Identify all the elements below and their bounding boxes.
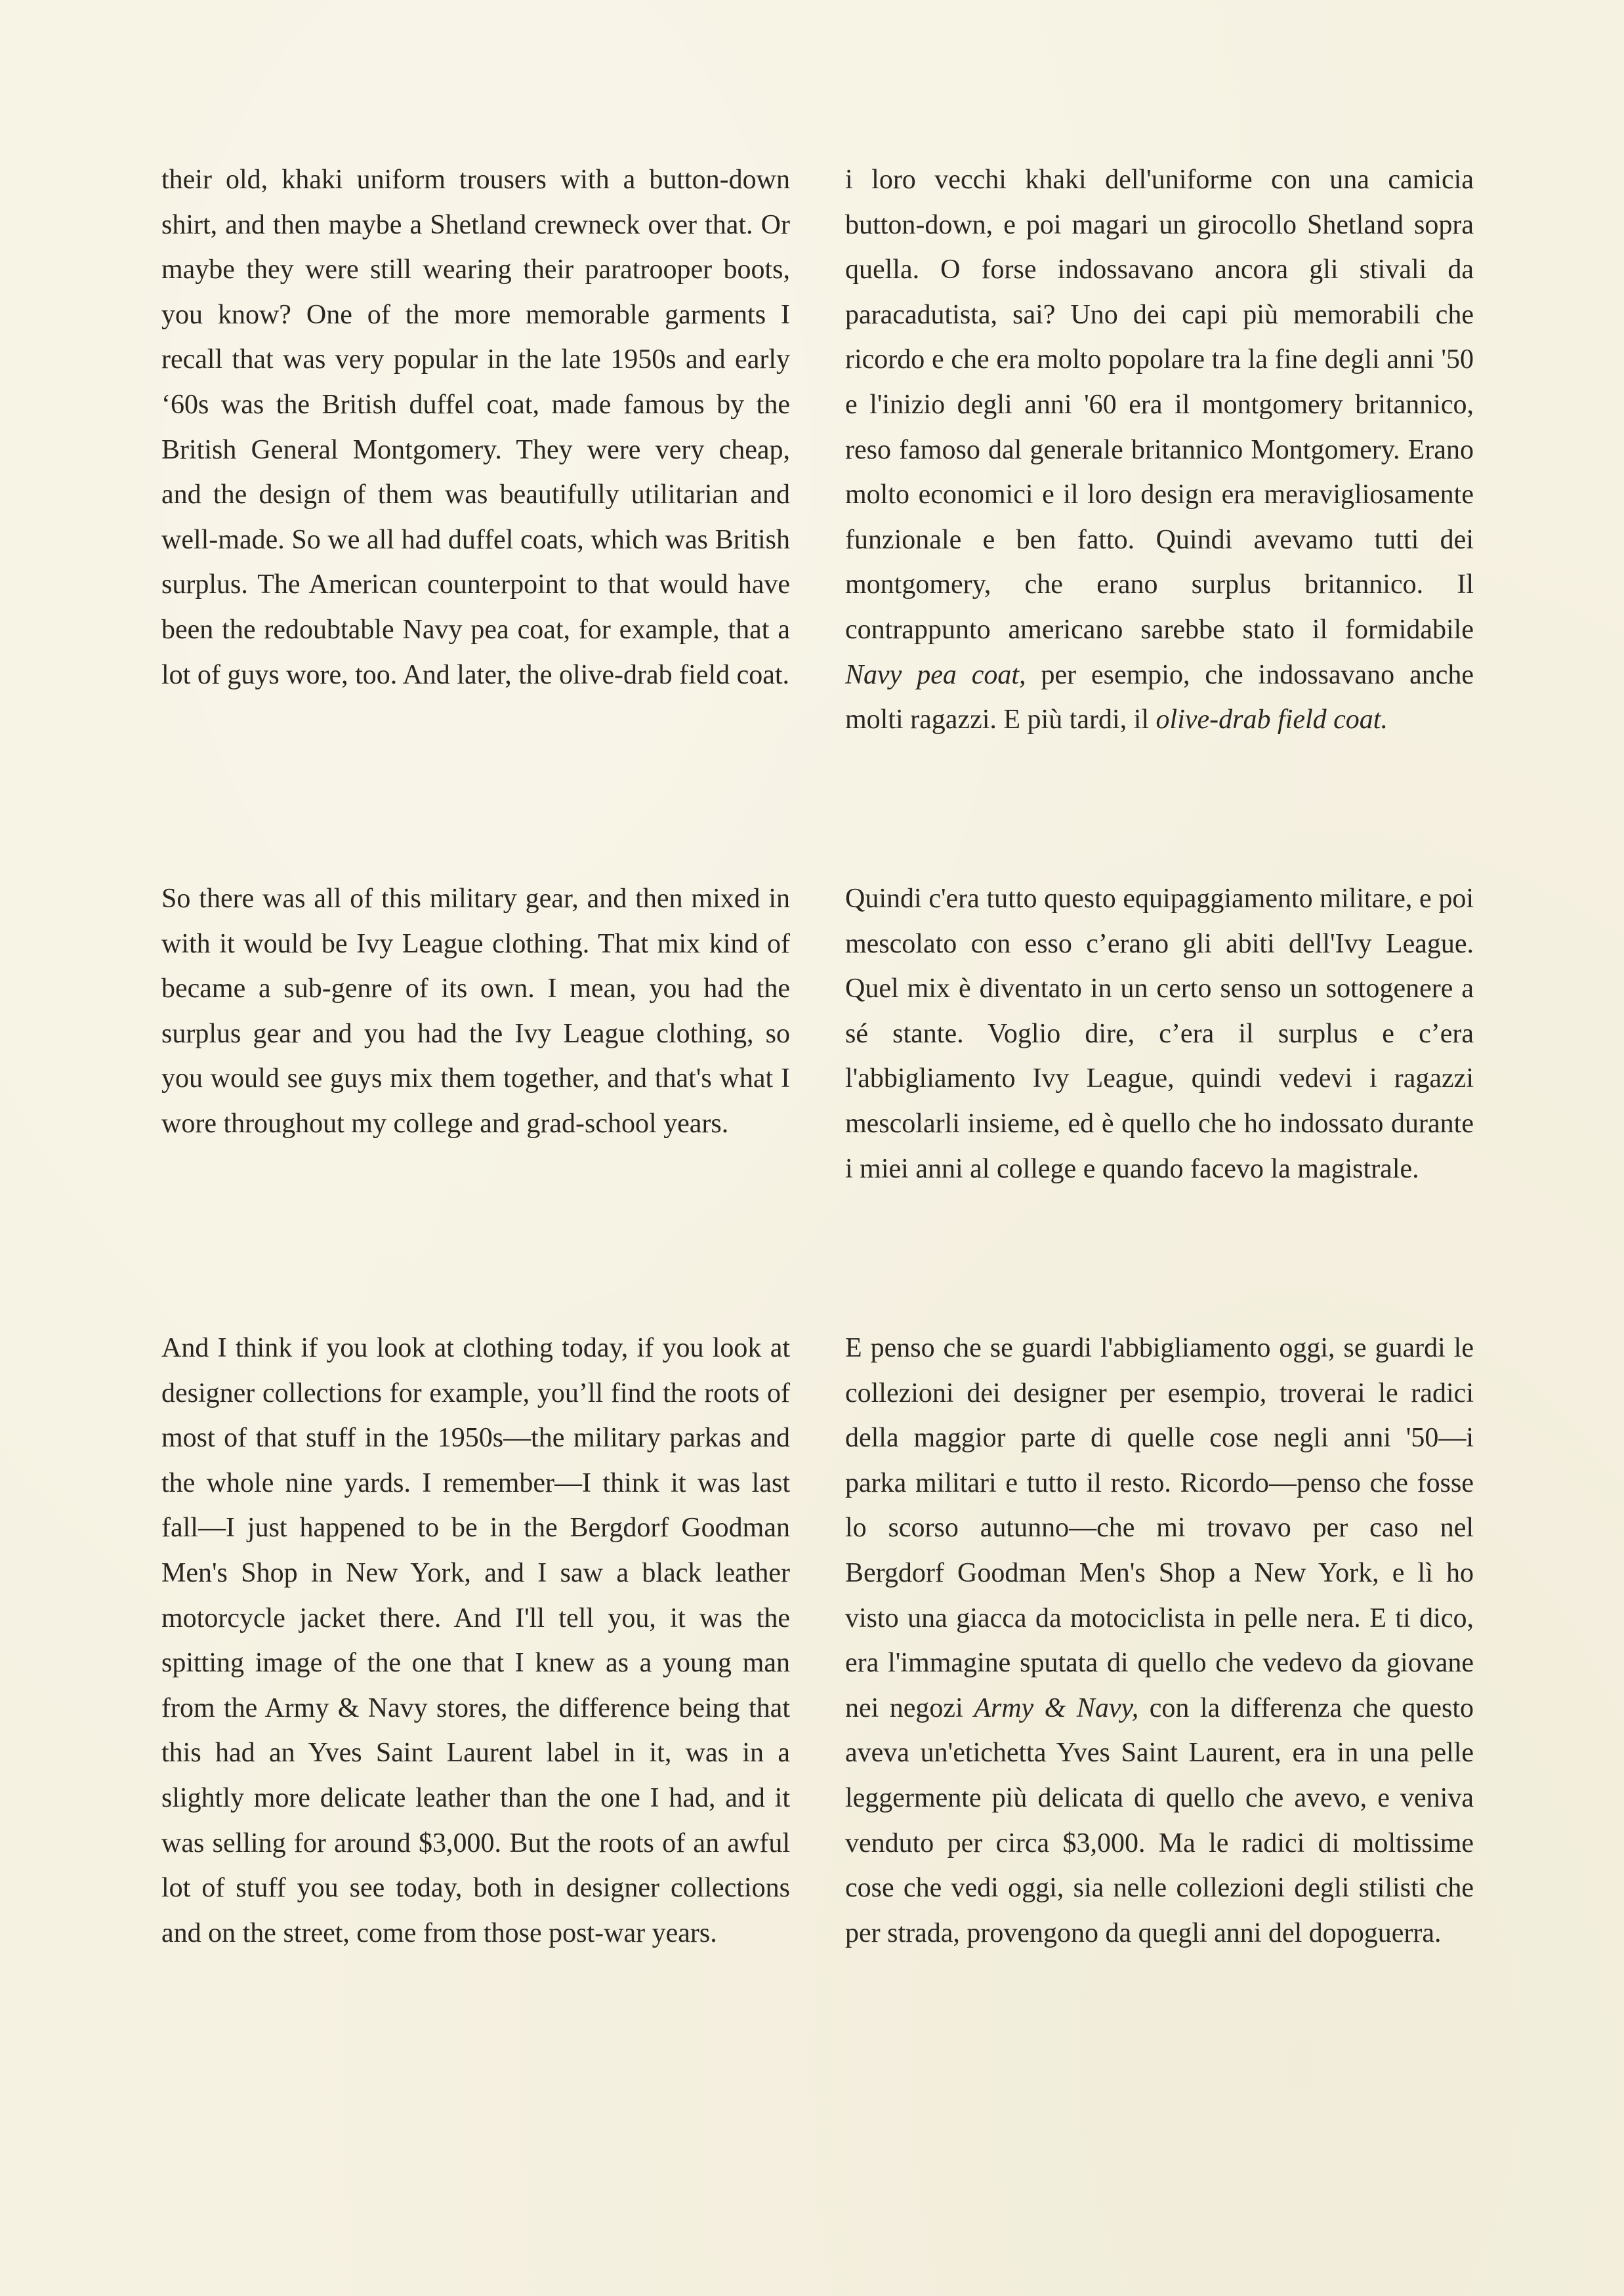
italic-term-navy-pea-coat: Navy pea coat, [845,659,1026,690]
italian-text: E penso che se guardi l'abbigliamento oggi, se guardi le collezioni dei designer per esempio, troverai le radici della maggior parte di quelle cose negli anni '50—i parka militari e tutto il resto. Ricordo—penso che fosse lo scorso autunno—che mi trovavo per caso nel Bergdorf Goodman Men's Shop a New York, e lì ho visto una giacca da motociclista in pelle nera. E ti dico, era l'immagine sputata di quello che vedevo da giovane nei negozi [845,1333,1474,1723]
italian-text: i loro vecchi khaki dell'uniforme con una camicia button-down, e poi magari un girocollo Shetland sopra quella. O forse indossavano ancora gli stivali da paracadutista, sai? Uno dei capi più memorabili che ricordo e che era molto popolare tra la fine degli anni '50 e l'inizio degli anni '60 era il montgomery britannico, reso famoso dal generale britannico Montgomery. Erano molto economici e il loro design era meravigliosamente funzionale e ben fatto. Quindi avevamo tutti dei montgomery, che erano surplus britannico. Il contrappunto americano sarebbe stato il formidabile [845,165,1474,645]
english-paragraph-3: And I think if you look at clothing today, if you look at designer collections for example, you’ll find the roots of most of that stuff in the 1950s—the military parkas and the whole nine yards. I remember—I think it was last fall—I just happened to be in the Bergdorf Goodman Men's Shop in New York, and I saw a black leather motorcycle jacket there. And I'll tell you, it was the spitting image of the one that I knew as a young man from the Army & Navy stores, the difference being that this had an Yves Saint Laurent label in it, was in a slightly more delicate leather than the one I had, and it was selling for around $3,000. But the roots of an awful lot of stuff you see today, both in designer collections and on the street, come from those post-war years. [161,1333,790,1948]
paragraph-row-1 [161,157,1474,743]
italian-paragraph-2: Quindi c'era tutto questo equipaggiamento militare, e poi mescolato con esso c’erano gli abiti dell'Ivy League. Quel mix è diventato in un certo senso un sottogenere a sé stante. Voglio dire, c’era il surplus e c’era l'abbigliamento Ivy League, quindi vedevi i ragazzi mescolarli insieme, ed è quello che ho indossato durante i miei anni al college e quando facevo la magistrale. [845,884,1474,1184]
paragraph-row-2 [161,876,1474,1191]
italic-term-army-navy: Army & Navy, [974,1692,1139,1723]
italian-paragraph-3 [845,1326,1474,1956]
italian-text: per esempio, che indossavano anche molti ragazzi. E più tardi, il [845,659,1474,735]
english-paragraph-2: So there was all of this military gear, and then mixed in with it would be Ivy League clothing. That mix kind of became a sub-genre of its own. I mean, you had the surplus gear and you had the Ivy League clothing, so you would see guys mix them together, and that's what I wore throughout my college and grad-school years. [161,884,790,1139]
english-paragraph-1: their old, khaki uniform trousers with a button-down shirt, and then maybe a Shetland crewneck over that. Or maybe they were still wearing their paratrooper boots, you know? One of the more memorable garments I recall that was very popular in the late 1950s and early ‘60s was the British duffel coat, made famous by the British General Montgomery. They were very cheap, and the design of them was beautifully utilitarian and well-made. So we all had duffel coats, which was British surplus. The American counterpoint to that would have been the redoubtable Navy pea coat, for example, that a lot of guys wore, too. And later, the olive-drab field coat. [161,165,790,690]
paragraph-row-3 [161,1326,1474,1956]
italian-paragraph-1 [845,157,1474,743]
italic-term-field-coat: olive-drab field coat. [1156,705,1388,735]
italian-text: con la differenza che questo aveva un'etichetta Yves Saint Laurent, era in una pelle leggermente più delicata di quello che avevo, e veniva venduto per circa $3,000. Ma le radici di moltissime cose che vedi oggi, sia nelle collezioni degli stilisti che per strada, provengono da quegli anni del dopoguerra. [845,1692,1474,1948]
